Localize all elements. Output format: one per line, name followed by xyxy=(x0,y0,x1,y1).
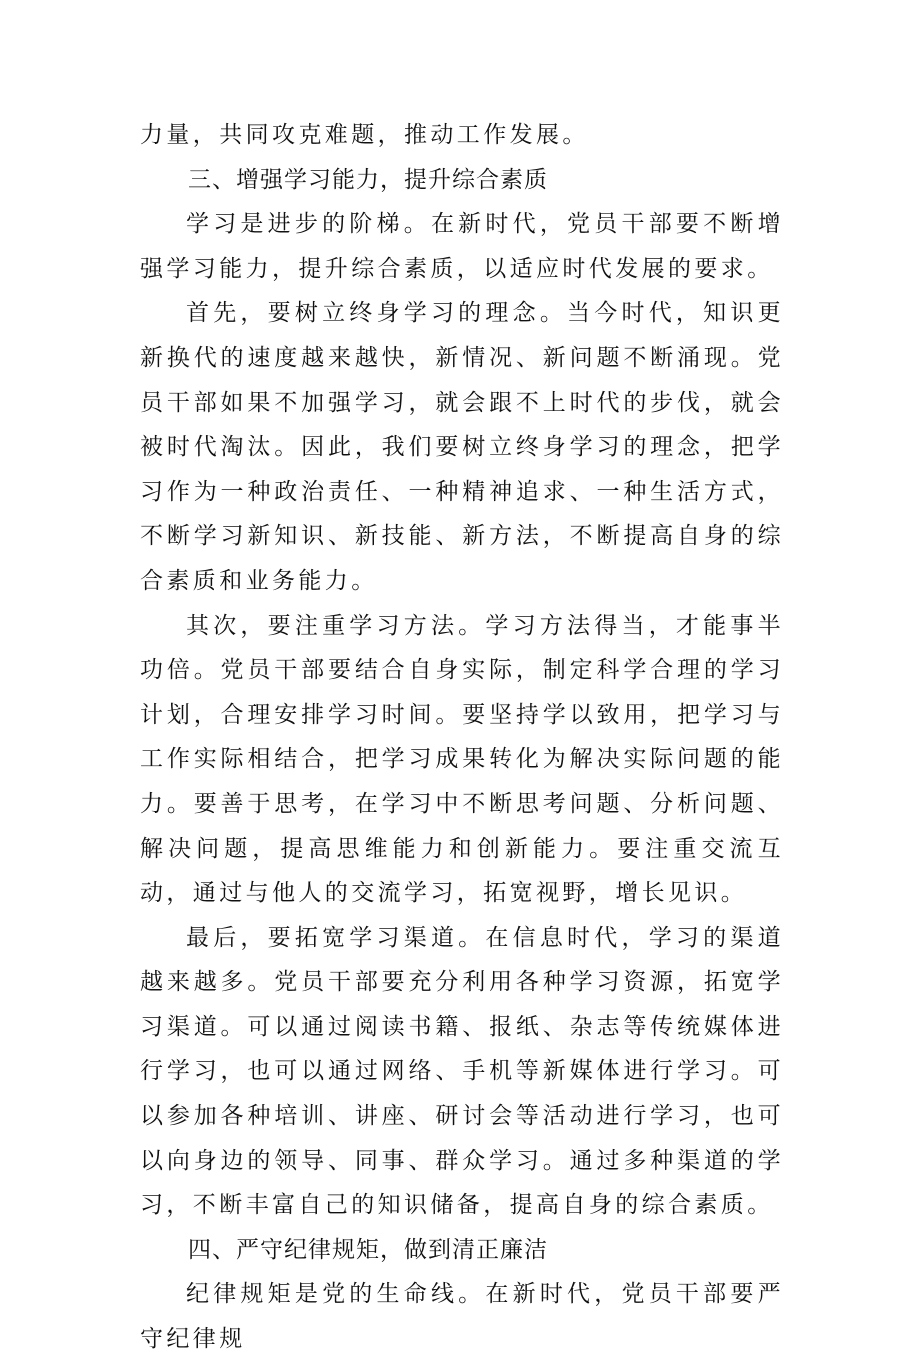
paragraph-discipline: 纪律规矩是党的生命线。在新时代，党员干部要严守纪律规 xyxy=(140,1281,784,1353)
document-body xyxy=(140,113,784,1362)
section-heading-4: 四、严守纪律规矩，做到清正廉洁 xyxy=(188,1236,548,1263)
paragraph-second: 其次，要注重学习方法。学习方法得当，才能事半功倍。党员干部要结合自身实际，制定科学合理的学习计划，合理安排学习时间。要坚持学以致用，把学习与工作实际相结合，把学习成果转化为解决实际问题的能力。要善于思考，在学习中不断思考问题、分析问题、解决问题，提高思维能力和创新能力。要注重交流互动，通过与他人的交流学习，拓宽视野，增长见识。 xyxy=(140,612,784,907)
section-heading-3: 三、增强学习能力，提升综合素质 xyxy=(188,166,548,193)
paragraph-last: 最后，要拓宽学习渠道。在信息时代，学习的渠道越来越多。党员干部要充分利用各种学习资源，拓宽学习渠道。可以通过阅读书籍、报纸、杂志等传统媒体进行学习，也可以通过网络、手机等新媒体进行学习。可以参加各种培训、讲座、研讨会等活动进行学习，也可以向身边的领导、同事、群众学习。通过多种渠道的学习，不断丰富自己的知识储备，提高自身的综合素质。 xyxy=(140,924,784,1219)
paragraph-first: 首先，要树立终身学习的理念。当今时代，知识更新换代的速度越来越快，新情况、新问题不断涌现。党员干部如果不加强学习，就会跟不上时代的步伐，就会被时代淘汰。因此，我们要树立终身学习的理念，把学习作为一种政治责任、一种精神追求、一种生活方式，不断学习新知识、新技能、新方法，不断提高自身的综合素质和业务能力。 xyxy=(140,300,784,594)
paragraph-continued: 力量，共同攻克难题，推动工作发展。 xyxy=(140,122,589,148)
paragraph-intro: 学习是进步的阶梯。在新时代，党员干部要不断增强学习能力，提升综合素质，以适应时代发展的要求。 xyxy=(140,211,784,282)
